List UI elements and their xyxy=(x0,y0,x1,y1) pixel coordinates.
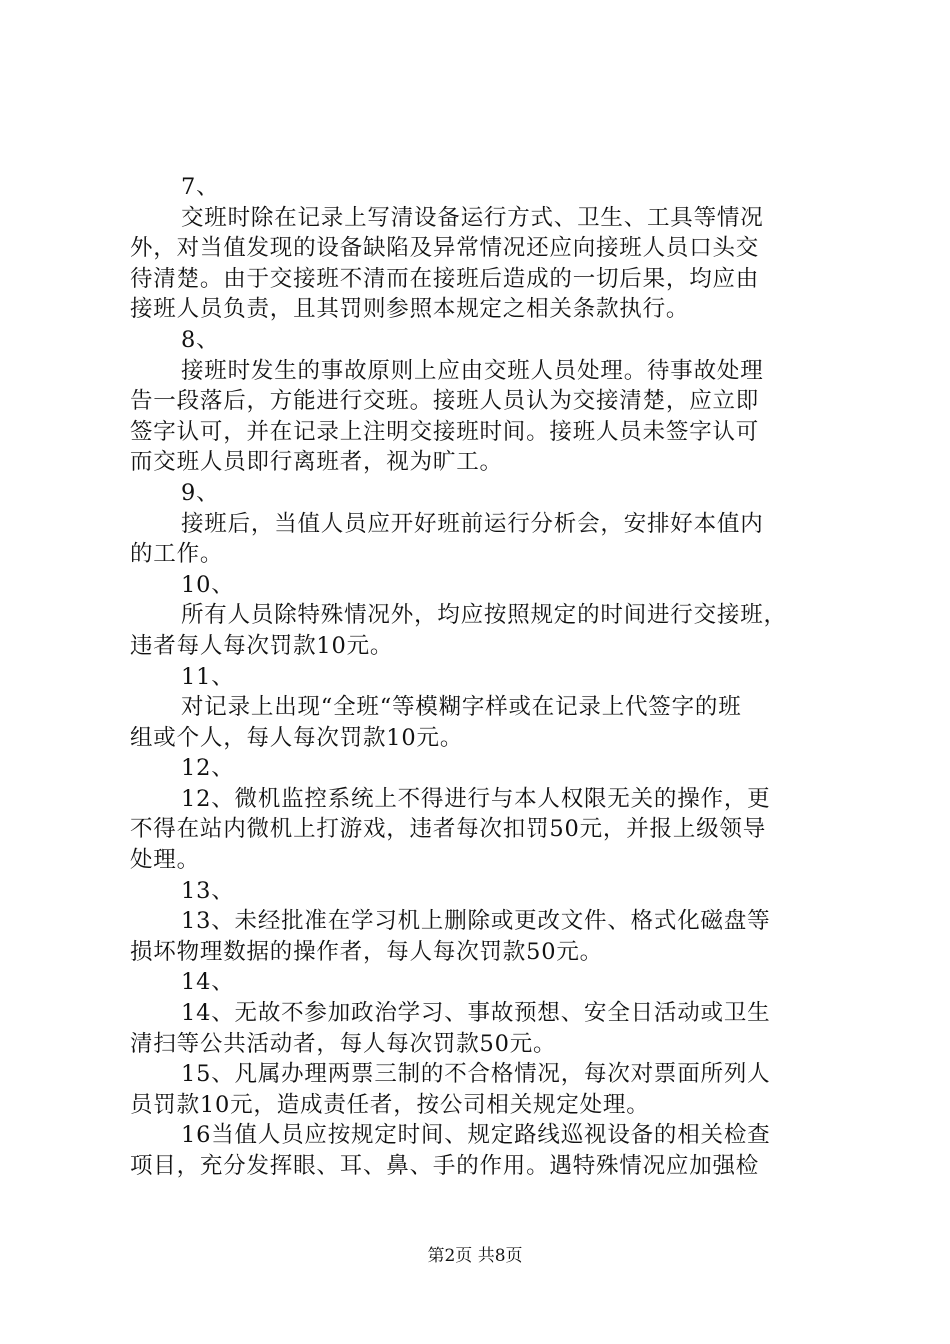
item-number: 7、 xyxy=(181,174,220,200)
paragraph-line: 外，对当值发现的设备缺陷及异常情况还应向接班人员口头交 xyxy=(130,235,760,262)
paragraph-line: 12、微机监控系统上不得进行与本人权限无关的操作，更 xyxy=(181,785,771,812)
paragraph-line: 签字认可，并在记录上注明交接班时间。接班人员未签字认可 xyxy=(130,418,760,445)
paragraph-line: 交班时除在记录上写清设备运行方式、卫生、工具等情况 xyxy=(181,204,764,231)
document-body xyxy=(130,172,840,1182)
paragraph-line: 组或个人，每人每次罚款10元。 xyxy=(130,724,464,751)
paragraph-line: 13、未经批准在学习机上删除或更改文件、格式化磁盘等 xyxy=(181,908,771,935)
paragraph-line: 14、无故不参加政治学习、事故预想、安全日活动或卫生 xyxy=(181,1000,771,1027)
paragraph-line: 15、凡属办理两票三制的不合格情况，每次对票面所列人 xyxy=(181,1061,771,1088)
paragraph-line: 接班人员负责，且其罚则参照本规定之相关条款执行。 xyxy=(130,296,690,323)
paragraph-line: 员罚款10元，造成责任者，按公司相关规定处理。 xyxy=(130,1091,650,1118)
paragraph-line: 所有人员除特殊情况外，均应按照规定的时间进行交接班， xyxy=(181,602,787,629)
paragraph-line: 16当值人员应按规定时间、规定路线巡视设备的相关检查 xyxy=(181,1122,771,1149)
paragraph-line: 不得在站内微机上打游戏，违者每次扣罚50元，并报上级领导 xyxy=(130,816,767,843)
item-number: 9、 xyxy=(181,479,220,506)
paragraph-line: 违者每人每次罚款10元。 xyxy=(130,632,394,659)
paragraph-line: 清扫等公共活动者，每人每次罚款50元。 xyxy=(130,1030,557,1057)
paragraph-line: 对记录上出现“全班“等模糊字样或在记录上代签字的班 xyxy=(181,694,742,721)
paragraph-line: 而交班人员即行离班者，视为旷工。 xyxy=(130,449,503,476)
page-number: 第2页 共8页 xyxy=(427,1246,523,1266)
item-number: 13、 xyxy=(181,877,235,904)
item-number: 14、 xyxy=(181,969,235,996)
page-footer xyxy=(0,1245,950,1267)
paragraph-line: 项目，充分发挥眼、耳、鼻、手的作用。遇特殊情况应加强检 xyxy=(130,1153,760,1179)
item-number: 8、 xyxy=(181,326,220,353)
item-number: 12、 xyxy=(181,755,235,782)
paragraph-line: 告一段落后，方能进行交班。接班人员认为交接清楚，应立即 xyxy=(130,388,760,415)
paragraph-line: 接班时发生的事故原则上应由交班人员处理。待事故处理 xyxy=(181,357,764,384)
item-number: 10、 xyxy=(181,571,235,598)
paragraph-line: 接班后，当值人员应开好班前运行分析会，安排好本值内 xyxy=(181,510,764,537)
paragraph-line: 待清楚。由于交接班不清而在接班后造成的一切后果，均应由 xyxy=(130,265,760,292)
item-number: 11、 xyxy=(181,663,235,690)
paragraph-line: 处理。 xyxy=(130,847,200,874)
paragraph-line: 的工作。 xyxy=(130,541,224,568)
paragraph-line: 损坏物理数据的操作者，每人每次罚款50元。 xyxy=(130,938,603,965)
